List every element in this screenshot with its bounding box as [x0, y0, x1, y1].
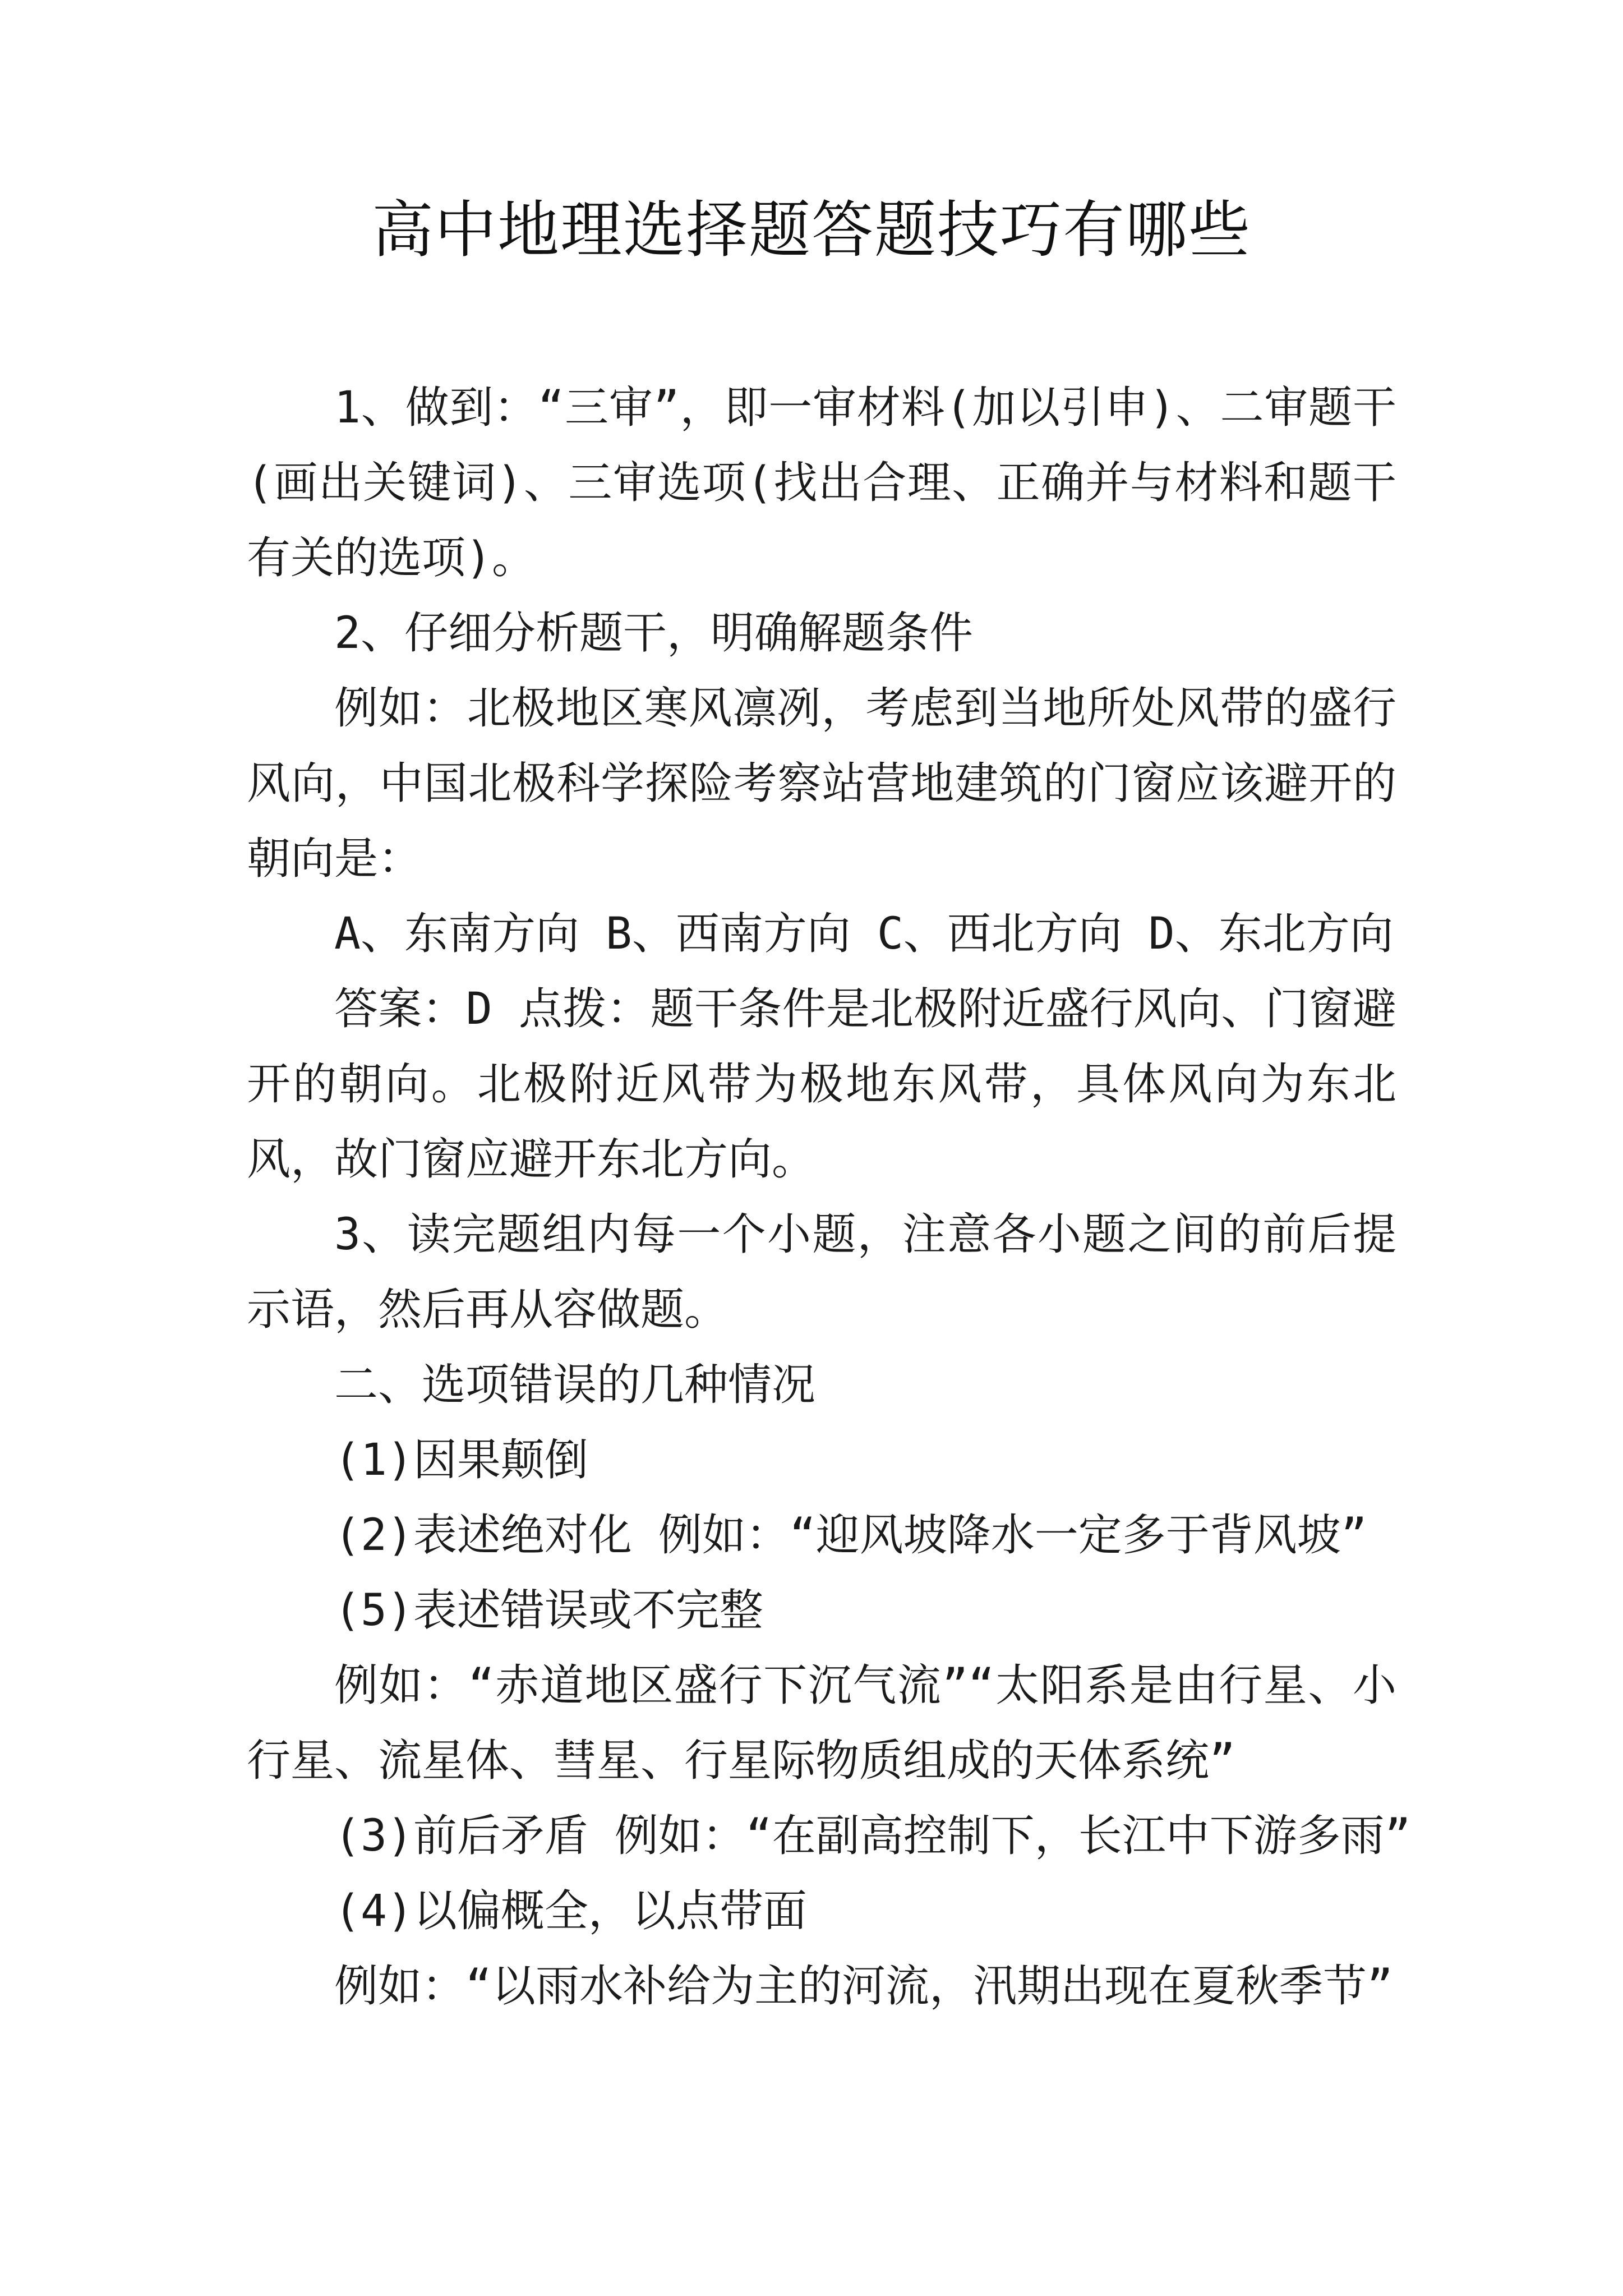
list-item-error-1: (1)因果颠倒 — [334, 1435, 588, 1485]
list-item-error-2: (2)表述绝对化 例如：“迎风坡降水一定多于背风坡” — [334, 1510, 1367, 1561]
document-title: 高中地理选择题答题技巧有哪些 — [372, 194, 1251, 266]
paragraph-example-question: 例如：北极地区寒风凛冽，考虑到当地所处风带的盛行风向，中国北极科学探险考察站营地建筑的门窗应该避开的朝向是： — [247, 683, 1396, 884]
paragraph-tip-3: 3、读完题组内每一个小题，注意各小题之间的前后提示语，然后再从容做题。 — [247, 1209, 1396, 1335]
list-item-error-3: (3)前后矛盾 例如：“在副高控制下，长江中下游多雨” — [334, 1811, 1411, 1861]
list-item-error-5: (5)表述错误或不完整 — [334, 1585, 763, 1636]
paragraph-example-error-4: 例如：“以雨水补给为主的河流，汛期出现在夏秋季节” — [334, 1961, 1393, 2012]
paragraph-answer: 答案：D 点拨：题干条件是北极附近盛行风向、门窗避开的朝向。北极附近风带为极地东风带，具体风向为东北风，故门窗应避开东北方向。 — [247, 984, 1396, 1185]
paragraph-tip-2: 2、仔细分析题干，明确解题条件 — [334, 608, 973, 659]
section-heading-errors: 二、选项错误的几种情况 — [334, 1360, 816, 1410]
paragraph-example-error-5: 例如：“赤道地区盛行下沉气流”“太阳系是由行星、小行星、流星体、彗星、行星际物质组成的天体系统” — [247, 1660, 1396, 1786]
list-item-error-4: (4)以偏概全，以点带面 — [334, 1886, 807, 1936]
document-body — [247, 370, 1411, 2024]
paragraph-options: A、东南方向 B、西南方向 C、西北方向 D、东北方向 — [334, 909, 1394, 959]
paragraph-tip-1: 1、做到：“三审”，即一审材料(加以引申)、二审题干(画出关键词)、三审选项(找出合理、正确并与材料和题干有关的选项)。 — [247, 383, 1396, 583]
